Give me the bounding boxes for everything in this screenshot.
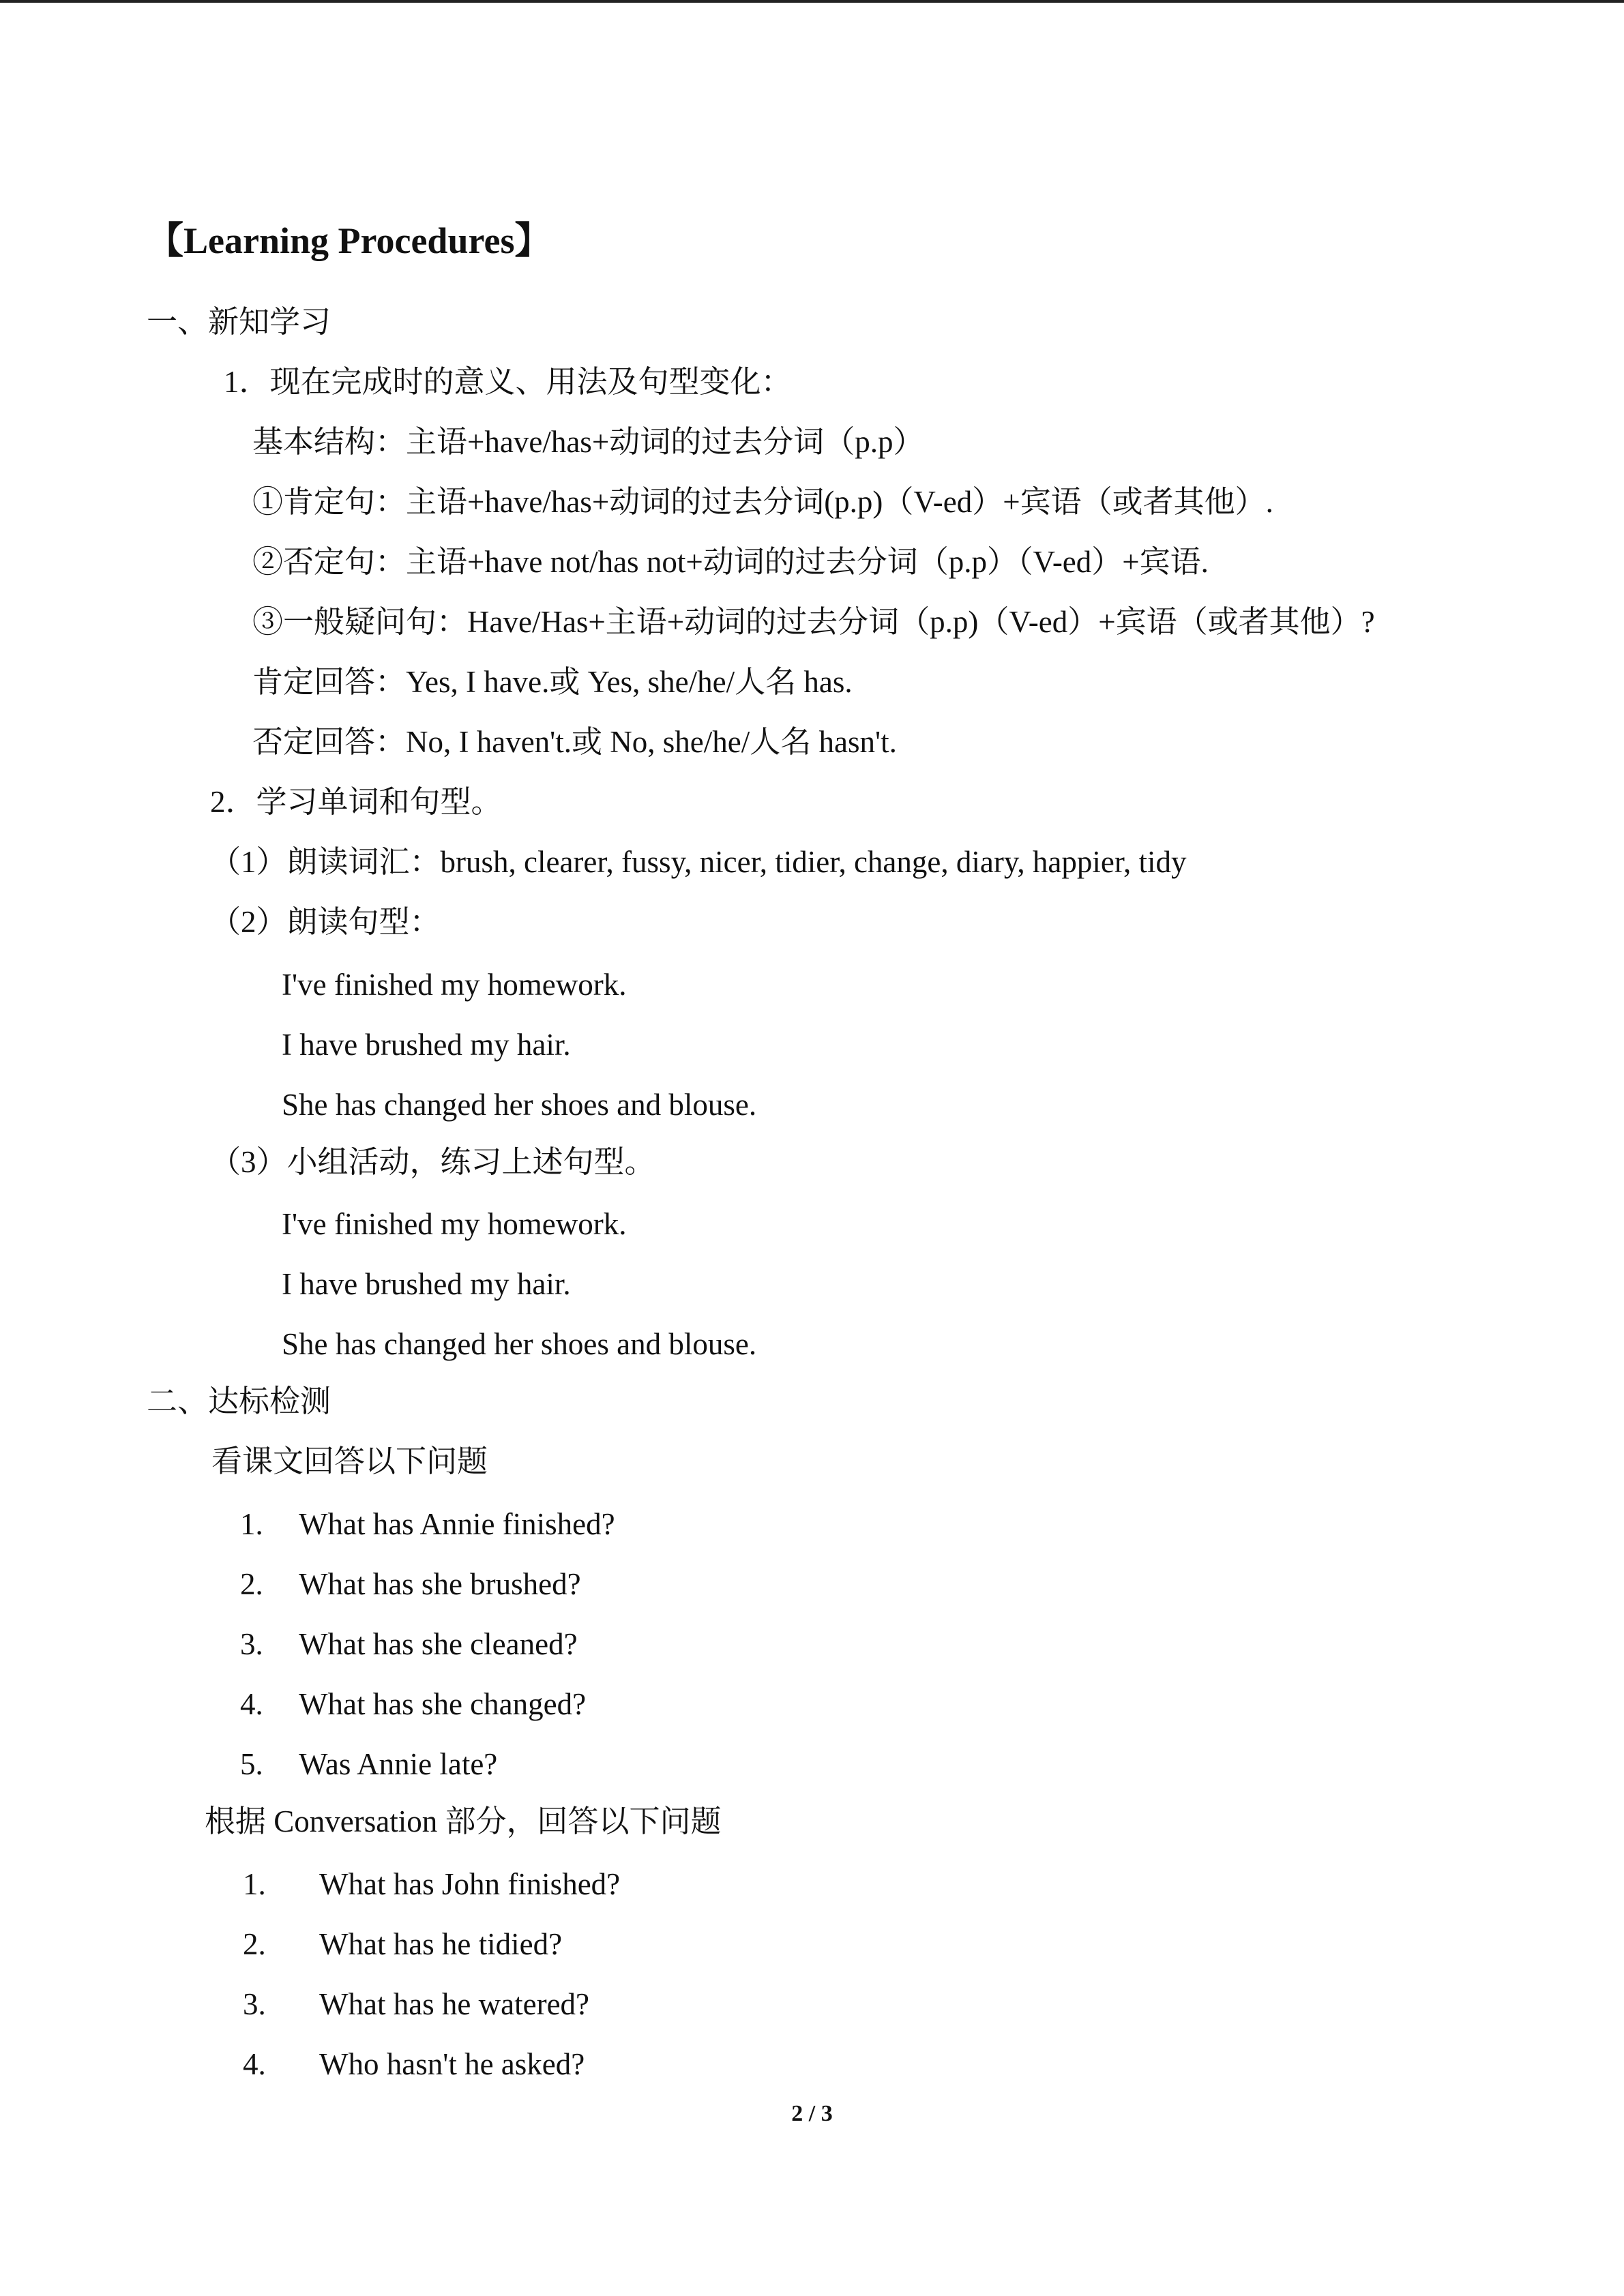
top-border-rule bbox=[0, 0, 1624, 3]
question-text: What has he watered? bbox=[319, 1987, 590, 2021]
affirmative-line: ①肯定句：主语+have/has+动词的过去分词(p.p)（V-ed）+宾语（或者其他）. bbox=[252, 485, 1273, 519]
text-questions-heading: 看课文回答以下问题 bbox=[211, 1444, 488, 1478]
question-number: 4. bbox=[240, 1687, 263, 1721]
section2-heading: 二、达标检测 bbox=[147, 1384, 331, 1418]
item1-heading: 1．现在完成时的意义、用法及句型变化： bbox=[224, 365, 792, 399]
question-number: 2. bbox=[240, 1567, 263, 1601]
question-number: 1. bbox=[243, 1867, 266, 1901]
yes-answer-line: 肯定回答：Yes, I have.或 Yes, she/he/人名 has. bbox=[252, 665, 853, 699]
question-number: 1. bbox=[240, 1507, 263, 1541]
item2-heading: 2．学习单词和句型。 bbox=[210, 785, 502, 819]
question-text: What has John finished? bbox=[319, 1867, 621, 1901]
question-text: Who hasn't he asked? bbox=[319, 2047, 585, 2081]
section1-heading: 一、新知学习 bbox=[147, 305, 331, 339]
group-heading: （3）小组活动，练习上述句型。 bbox=[210, 1145, 655, 1179]
no-answer-line: 否定回答：No, I haven't.或 No, she/he/人名 hasn't. bbox=[252, 725, 897, 759]
pattern-line: She has changed her shoes and blouse. bbox=[282, 1088, 757, 1122]
structure-line: 基本结构：主语+have/has+动词的过去分词（p.p） bbox=[252, 425, 924, 459]
pattern-line: I have brushed my hair. bbox=[282, 1028, 571, 1062]
question-number: 2. bbox=[243, 1927, 266, 1961]
vocab-line: （1）朗读词汇：brush, clearer, fussy, nicer, tidier, change, diary, happier, tidy bbox=[210, 845, 1187, 879]
page-title: 【Learning Procedures】 bbox=[147, 220, 552, 261]
group-pattern-line: I have brushed my hair. bbox=[282, 1267, 571, 1301]
question-text: What has she changed? bbox=[299, 1687, 587, 1721]
question-text: What has Annie finished? bbox=[299, 1507, 615, 1541]
question-text: What has she brushed? bbox=[299, 1567, 581, 1601]
question-text: What has he tidied? bbox=[319, 1927, 563, 1961]
question-text: Was Annie late? bbox=[299, 1747, 498, 1781]
patterns-heading: （2）朗读句型： bbox=[210, 905, 441, 939]
negative-line: ②否定句：主语+have not/has not+动词的过去分词（p.p）（V-ed）+宾语. bbox=[252, 545, 1209, 579]
question-line: ③一般疑问句：Have/Has+主语+动词的过去分词（p.p)（V-ed）+宾语（或者其他）? bbox=[252, 605, 1375, 639]
conversation-questions-heading: 根据 Conversation 部分，回答以下问题 bbox=[205, 1804, 722, 1838]
question-number: 4. bbox=[243, 2047, 266, 2081]
group-pattern-line: I've finished my homework. bbox=[282, 1207, 627, 1241]
question-text: What has she cleaned? bbox=[299, 1627, 578, 1661]
question-number: 5. bbox=[240, 1747, 263, 1781]
question-number: 3. bbox=[240, 1627, 263, 1661]
page-number: 2 / 3 bbox=[791, 2101, 833, 2126]
pattern-line: I've finished my homework. bbox=[282, 968, 627, 1002]
group-pattern-line: She has changed her shoes and blouse. bbox=[282, 1327, 757, 1361]
question-number: 3. bbox=[243, 1987, 266, 2021]
